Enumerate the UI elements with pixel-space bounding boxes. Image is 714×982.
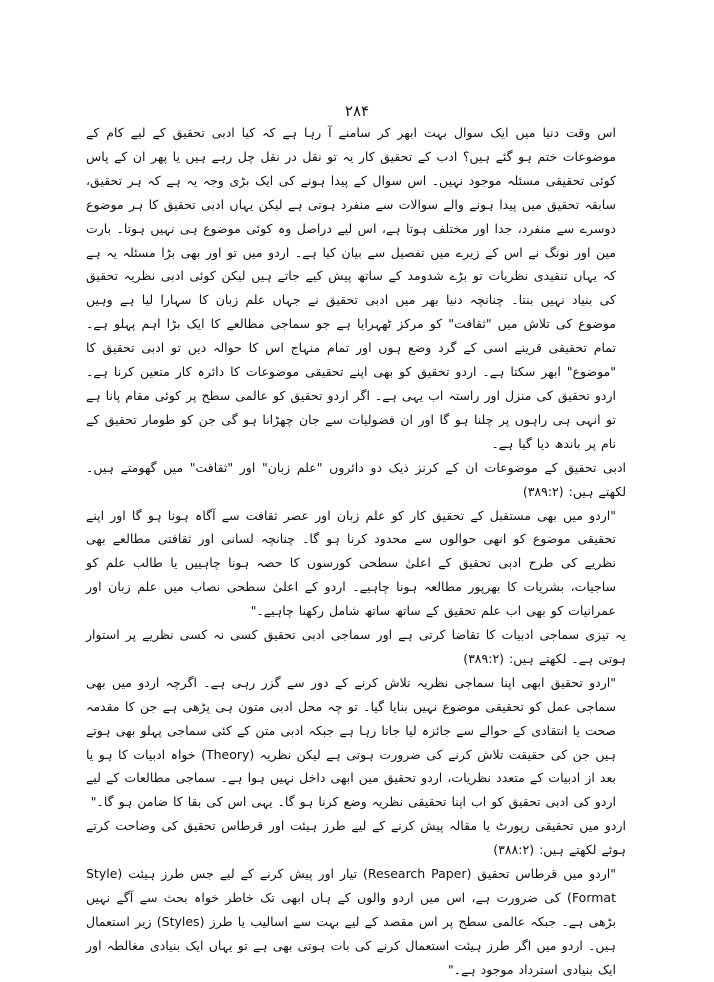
body-text: [86, 121, 626, 982]
block-quote-social-theory: "اردو تحقیق ابھی اپنا سماجی نظریہ تلاش کرنے کے دور سے گزر رہی ہے۔ اگرچہ اردو میں بھی سماجی عمل کو تحقیقی موضوع نہیں بنایا گیا۔ تو چہ محل ادبی متون ہی پڑھی ہے جن کا مقدمہ صحت یا انتقادی کے حوالے سے جائزہ لیا جاتا رہا ہے جبکہ ادبی متن کے کئی سماجی پہلو بھی ہوتے ہیں جن کی حقیقت تلاش کرنے کی ضرورت ہوتی ہے لیکن نظریہ (Theory) خواہ ادبیات کا ہو یا بعد از ادبیات کے متعدد نظریات، اردو تحقیق میں ابھی داخل نہیں ہوا ہے۔ سماجی مطالعات کے لیے اردو کی ادبی تحقیق کو اب اپنا تحقیقی نظریہ وضع کرنا ہو گا۔ یہی اس کی بقا کا ضامن ہو گا۔": [86, 674, 616, 810]
block-quote-research-paper: "اردو میں قرطاس تحقیق (Research Paper) تیار اور پیش کرنے کے لیے جس طرز ہیئت (Style Format) کی ضرورت ہے، اس میں اردو والوں کے ہاں ابھی تک خاطر خواہ بحث سے آگے نہیں بڑھی ہے۔ جبکہ عالمی سطح پر اس مقصد کے لیے بہت سے اسالیب یا طرز (Styles) زیر استعمال ہیں۔ اردو میں اگر طرز ہیئت استعمال کرنے کی بات ہوتی بھی ہے تو یہاں ایک بنیادی مغالطہ اور ایک بنیادی استرداد موجود ہے۔": [86, 866, 617, 977]
paragraph-style-lead: اردو میں تحقیقی رپورٹ یا مقالہ پیش کرنے کے لیے طرز ہیئت اور قرطاس تحقیق کی وضاحت کرتے ہوئے لکھتے ہیں: (۳۸۸:۲): [86, 818, 626, 858]
block-quote-language-culture: "اردو میں بھی مستقبل کے تحقیق کار کو علم زبان اور عصر ثقافت سے آگاہ ہونا ہو گا اور اپنے تحقیقی موضوع کو انھی حوالوں سے محدود کرنا ہو گا۔ چنانچہ لسانی اور ثقافتی مطالعے بھی نظریے کی طرح ادبی تحقیق کے اعلیٰ سطحی کورسوں کا حصہ ہونا چاہییں یا طالب علم کو ساجیات، بشریات کا بھرپور مطالعہ ہونا چاہیے۔ اردو کے اعلیٰ سطحی نصاب میں علم زبان اور عمرانیات کو بھی اب علم تحقیق کے ساتھ ساتھ شامل رکھنا چاہیے۔": [86, 507, 616, 619]
paragraph-theory-lead: یہ تیزی سماجی ادبیات کا تقاضا کرتی ہے اور سماجی ادبی تحقیق کسی نہ کسی نظریے پر استوار ہوتی ہے۔ لکھتے ہیں: (۳۸۹:۲): [86, 627, 626, 666]
paragraph-intro: اس وقت دنیا میں ایک سوال بہت ابھر کر سامنے آ رہا ہے کہ کیا ادبی تحقیق کے لیے کام کے موضوعات ختم ہو گئے ہیں؟ ادب کے تحقیق کار یہ تو نقل در نقل چل رہے ہیں یا پھر ان کے پاس کوئی تحقیقی مسئلہ موجود نہیں۔ اس سوال کے پیدا ہونے کی ایک بڑی وجہ یہ ہے کہ ہر تحقیق، سابقہ تحقیق میں پیدا ہونے والے سوالات سے منفرد ہوتی ہے لیکن یہاں ادبی تحقیق کا ہر موضوع دوسرے سے منفرد، جدا اور مختلف ہوتا ہے، اس لیے دراصل وہ کوئی موضوع ہی نہیں ہوتا۔ بارت مین اور نونگ نے اس کے زیرے میں تفصیل سے بیان کیا ہے۔ اردو میں تو اور بھی بڑا مسئلہ یہ ہے کہ یہاں تنقیدی نظریات تو بڑے شدومد کے ساتھ پیش کیے جاتے ہیں لیکن کوئی ادبی نظریہ تحقیق کی بنیاد نہیں بنتا۔ چنانچہ دنیا بھر میں ادبی تحقیق نے جہاں علم زبان کا سہارا لیا ہے وہیں موضوع کی تلاش میں "ثقافت" کو مرکز ٹھہرایا ہے جو سماجی مطالعے کا ایک بڑا اہم پہلو ہے۔ تمام تحقیقی قرینے اسی کے گرد وضع ہوں اور تمام منہاج اس کا حوالہ دیں تو ادبی تحقیق کا "موضوع" ابھر سکتا ہے۔ اردو تحقیق کو بھی اپنے تحقیقی موضوعات کا دائرہ کار متعین کرنا ہے۔ اردو تحقیق کی منزل اور راستہ اب یہی ہے۔ اگر اردو تحقیق کو عالمی سطح پر کوئی مقام پانا ہے تو انہی ہی راہوں پر چلنا ہو گا اور ان فضولیات سے جان چھڑانا ہو گی جن کو طومار تحقیق کے نام پر باندھ دیا گیا ہے۔: [86, 125, 616, 451]
paragraph-topics-lead: ادبی تحقیق کے موضوعات ان کے کرنز ذیک دو دائروں "علم زبان" اور "ثقافت" میں گھومتے ہیں۔ لکھتے ہیں: (۳۸۹:۲): [86, 459, 626, 499]
page-number: ۲۸۴: [344, 102, 370, 120]
